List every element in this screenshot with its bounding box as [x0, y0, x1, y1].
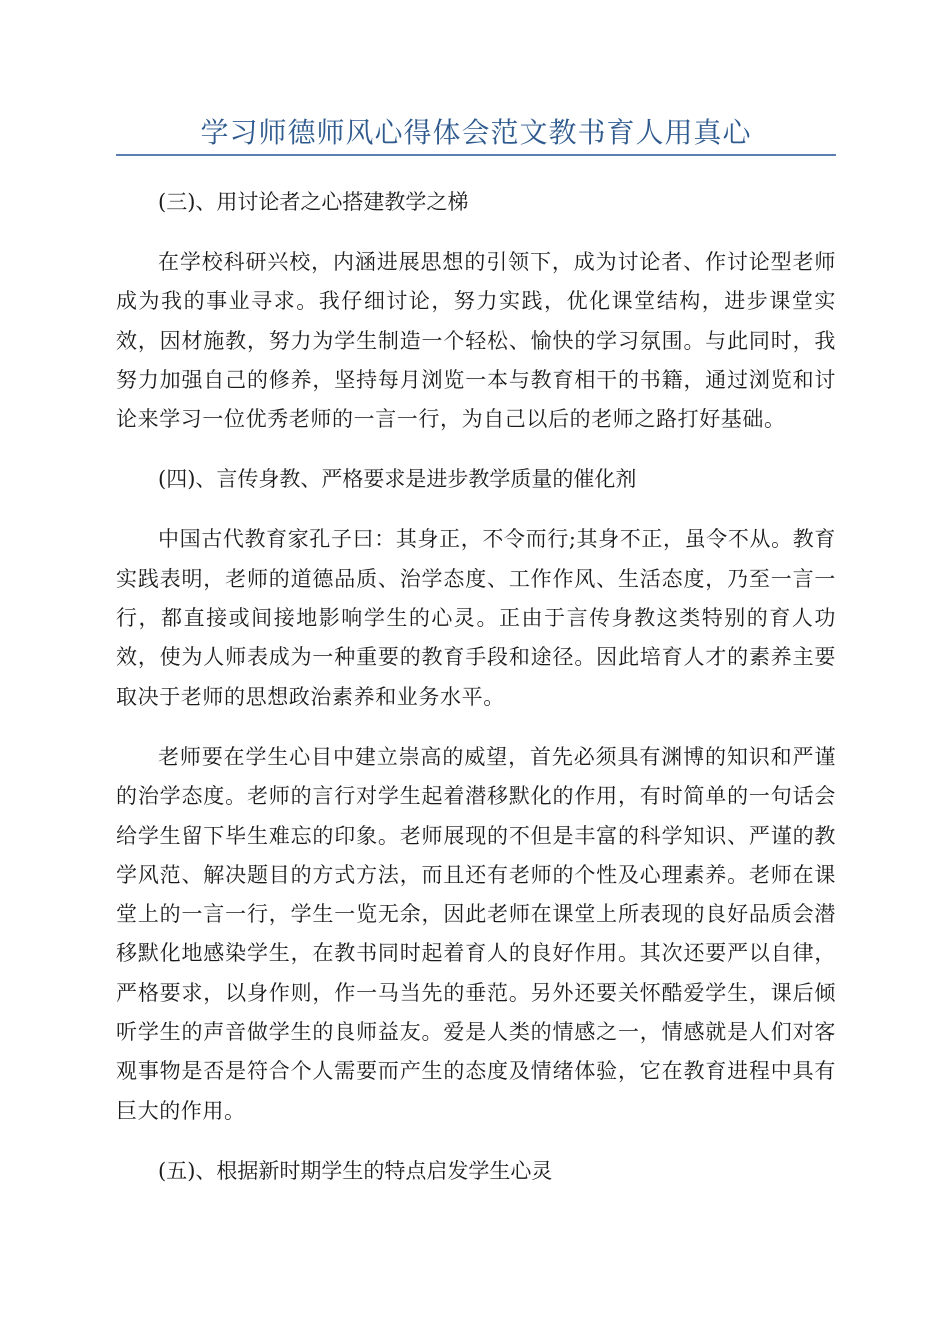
section-heading-5: (五)、根据新时期学生的特点启发学生心灵 — [158, 1158, 553, 1183]
document-title: 学习师德师风心得体会范文教书育人用真心 — [200, 116, 752, 149]
section-heading-3: (三)、用讨论者之心搭建教学之梯 — [158, 190, 469, 214]
paragraph: 在学校科研兴校，内涵进展思想的引领下，成为讨论者、作讨论型老师成为我的事业寻求。我仔细讨论，努力实践，优化课堂结构，进步课堂实效，因材施教，努力为学生制造一个轻松、愉快的学习氛围。与此同时，我努力加强自己的修养，坚持每月浏览一本与教育相干的书籍，通过浏览和讨论来学习一位优秀老师的一言一行，为自己以后的老师之路打好基础。 — [116, 250, 836, 432]
title-underline — [116, 154, 836, 156]
document-body — [116, 183, 836, 1191]
section-heading-4: (四)、言传身教、严格要求是进步教学质量的催化剂 — [158, 467, 637, 492]
paragraph: 中国古代教育家孔子曰：其身正，不令而行;其身不正，虽令不从。教育实践表明，老师的道德品质、治学态度、工作作风、生活态度，乃至一言一行，都直接或间接地影响学生的心灵。正由于言传身教这类特别的育人功效，使为人师表成为一种重要的教育手段和途径。因此培育人才的素养主要取决于老师的思想政治素养和业务水平。 — [116, 527, 836, 709]
document-page — [116, 112, 836, 1212]
paragraph: 老师要在学生心目中建立崇高的威望，首先必须具有渊博的知识和严谨的治学态度。老师的言行对学生起着潜移默化的作用，有时简单的一句话会给学生留下毕生难忘的印象。老师展现的不但是丰富的科学知识、严谨的教学风范、解决题目的方式方法，而且还有老师的个性及心理素养。老师在课堂上的一言一行，学生一览无余，因此老师在课堂上所表现的良好品质会潜移默化地感染学生，在教书同时起着育人的良好作用。其次还要严以自律，严格要求，以身作则，作一马当先的垂范。另外还要关怀酷爱学生，课后倾听学生的声音做学生的良师益友。爱是人类的情感之一，情感就是人们对客观事物是否是符合个人需要而产生的态度及情绪体验，它在教育进程中具有巨大的作用。 — [116, 744, 836, 1123]
